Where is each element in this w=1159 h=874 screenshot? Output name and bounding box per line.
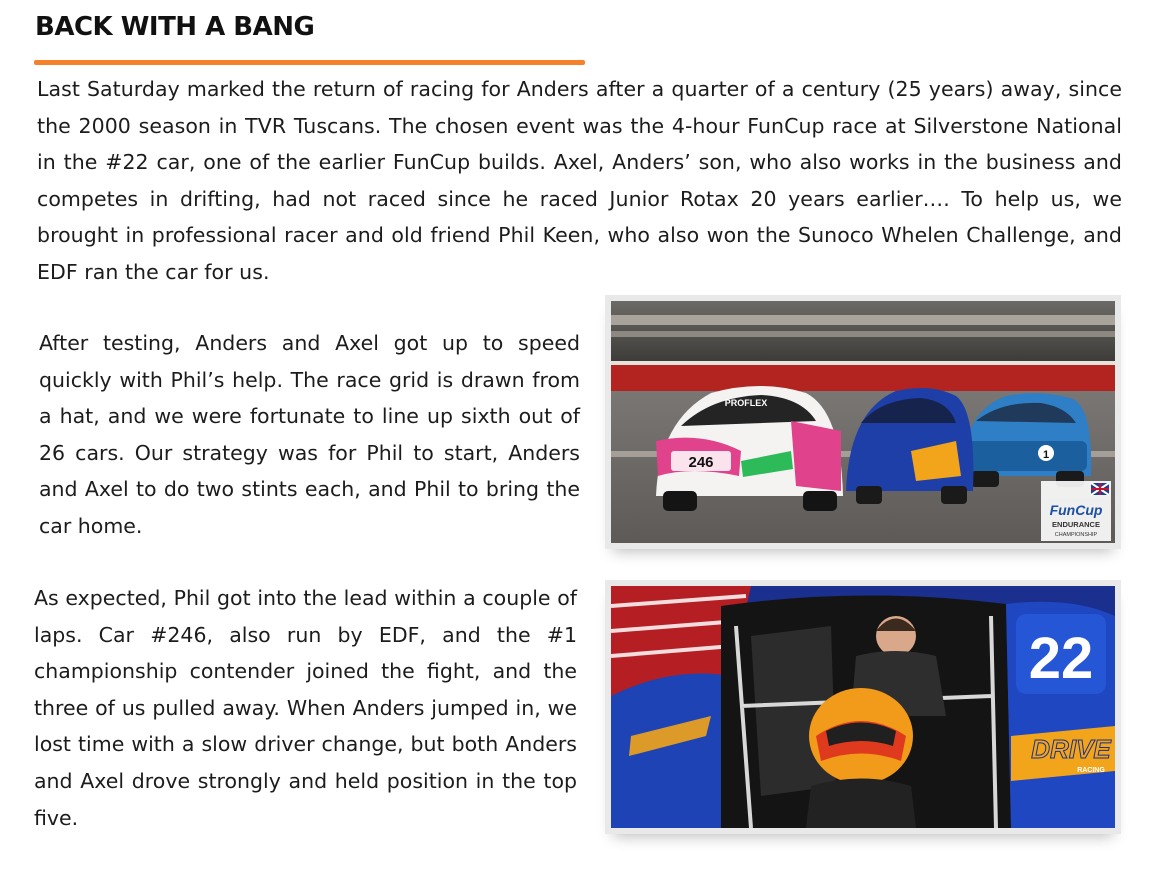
livery-drive: DRIVE — [1031, 734, 1111, 764]
article-title: BACK WITH A BANG — [35, 12, 315, 42]
race-photo-driver — [605, 580, 1121, 834]
paragraph-intro: Last Saturday marked the return of racing for Anders after a quarter of a century (25 years) away, since the 2000 season in TVR Tuscans. The chosen event was the 4-hour FunCup race at Silverstone National in the #22 car, one of the earlier FunCup builds. Axel, Anders’ son, who also works in the business and competes in drifting, had not raced since he raced Junior Rotax 20 years earlier…. To help us, we brought in professional racer and old friend Phil Keen, who also won the Sunoco Whelen Challenge, and EDF ran the car for us. — [37, 77, 1122, 284]
car-number-22: 22 — [1028, 626, 1094, 691]
title-accent-rule — [34, 60, 585, 65]
paragraph-testing: After testing, Anders and Axel got up to speed quickly with Phil’s help. The race grid is drawn from a hat, and we were fortunate to line up sixth out of 26 cars. Our strategy was for Phil to start, Anders and Axel to do two stints each, and Phil to bring the car home. — [39, 331, 580, 538]
funcup-logo — [1041, 481, 1111, 541]
livery-racing: RACING — [1077, 767, 1105, 774]
car-number-246: 246 — [688, 454, 714, 471]
sponsor-text: PROFLEX — [724, 398, 768, 408]
race-cars-illustration — [611, 301, 1115, 543]
paragraph-race: As expected, Phil got into the lead within a couple of laps. Car #246, also run by EDF, and the #1 championship contender joined the fight, and the three of us pulled away. When Anders jumped in, we lost time with a slow driver change, but both Anders and Axel drove strongly and held position in the top five. — [34, 586, 577, 830]
logo-championship: CHAMPIONSHIP — [1054, 532, 1098, 538]
car-number-1: 1 — [1042, 449, 1050, 461]
driver-car-illustration — [611, 586, 1115, 828]
logo-funcup: FunCup — [1049, 502, 1103, 518]
logo-endurance: ENDURANCE — [1052, 520, 1100, 529]
race-photo-cars — [605, 295, 1121, 549]
